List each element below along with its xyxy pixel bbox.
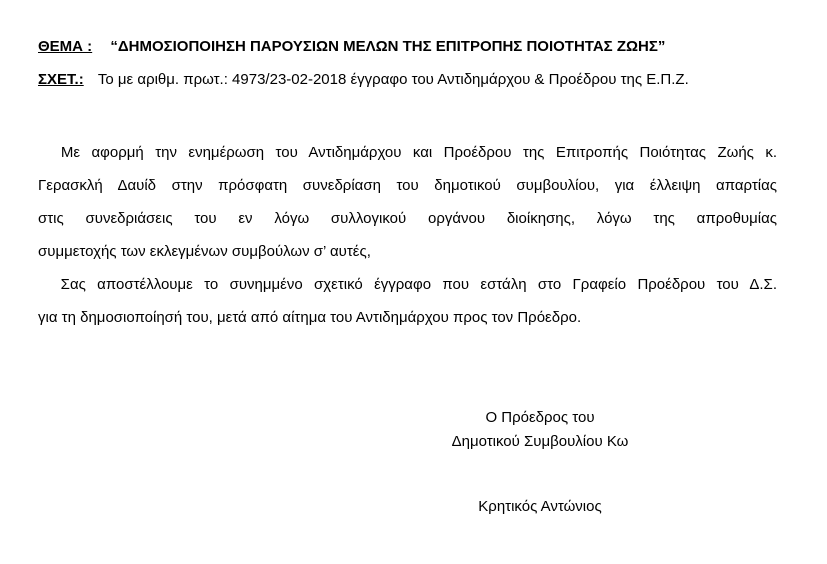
paragraph-line: στις συνεδριάσεις του εν λόγω συλλογικού οργάνου διοίκησης, λόγω της απροθυμίας <box>38 210 777 227</box>
paragraph-line: Σας αποστέλλουμε το συνημμένο σχετικό έγγραφο που εστάλη στο Γραφείο Προέδρου του Δ.Σ. <box>38 276 777 293</box>
subject-text: “ΔΗΜΟΣΙΟΠΟΙΗΣΗ ΠΑΡΟΥΣΙΩΝ ΜΕΛΩΝ ΤΗΣ ΕΠΙΤΡΟΠΗΣ ΠΟΙΟΤΗΤΑΣ ΖΩΗΣ” <box>110 38 666 55</box>
subject-label: ΘΕΜΑ : <box>38 38 93 55</box>
signature-title-line-2: Δημοτικού Συμβουλίου Κω <box>451 433 629 450</box>
paragraph-line: Με αφορμή την ενημέρωση του Αντιδημάρχου και Προέδρου της Επιτροπής Ποιότητας Ζωής κ. <box>38 144 777 161</box>
paragraph-line: συμμετοχής των εκλεγμένων συμβούλων σ’ αυτές, <box>38 243 371 260</box>
reference-label: ΣΧΕΤ.: <box>38 71 84 88</box>
subject-line <box>38 37 665 57</box>
body-paragraph-2 <box>38 268 777 334</box>
body-paragraph-1 <box>38 136 777 268</box>
reference-line <box>38 70 689 90</box>
signature-name: Κρητικός Αντώνιος <box>478 498 602 515</box>
signature-title-line-1: Ο Πρόεδρος του <box>485 409 595 426</box>
paragraph-line: Γερασκλή Δαυίδ στην πρόσφατη συνεδρίαση του δημοτικού συμβουλίου, για έλλειψη απαρτίας <box>38 177 777 194</box>
paragraph-line: για τη δημοσιοποίησή του, μετά από αίτημα του Αντιδημάρχου προς τον Πρόεδρο. <box>38 309 582 326</box>
reference-text: Το με αριθμ. πρωτ.: 4973/23-02-2018 έγγραφο του Αντιδημάρχου & Προέδρου της Ε.Π.Ζ. <box>97 71 689 88</box>
